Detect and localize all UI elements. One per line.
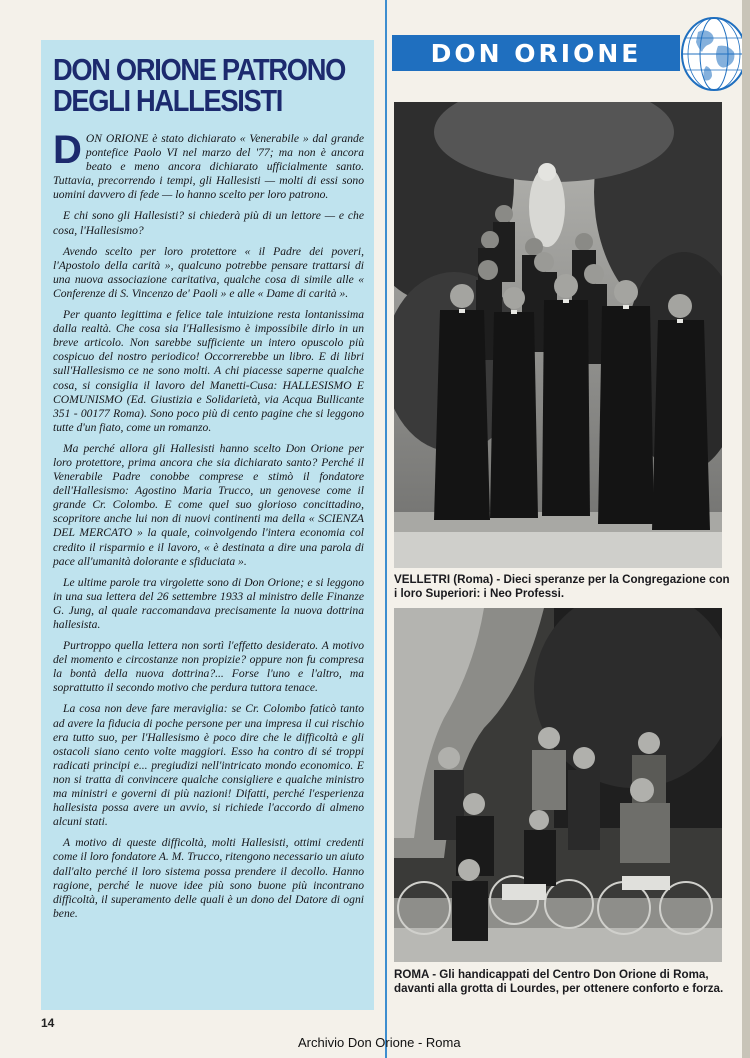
article-paragraph: DON ORIONE è stato dichiarato « Venerabile » dal grande pontefice Paolo VI nel marzo del '77; ma non è ancora beato e meno ancora dichiarato ufficialmente santo. Tuttavia, precorrendo i tempi, gli Hallesisti — molti di essi sono uomini davvero di fede — lo hanno scelto per loro patrono. xyxy=(53,128,364,202)
photo-velletri-group xyxy=(394,102,722,568)
article-paragraph: La cosa non deve fare meraviglia: se Cr. Colombo faticò tanto ad avere la fiducia di poche persone per una impresa il cui rischio era tutto suo, per l'Hallesismo è poco dire che le difficoltà e gli ostacoli siano cento volte maggiori. Esso ha contro di sé troppi radicati principi e... pregiudizi nell'intricato mondo economico. E non si tratta di convincere qualche consigliere e qualche ministro ma ministri e governi di più nazioni! Difatti, perché l'esperienza hallesista possa avere un avvio, si richiede l'accordo di almeno alcuni stati. xyxy=(53,702,364,829)
section-banner xyxy=(392,35,680,71)
page-number: 14 xyxy=(41,1016,55,1030)
archive-watermark: Archivio Don Orione - Roma xyxy=(298,1035,461,1050)
article-paragraph: A motivo di queste difficoltà, molti Hallesisti, ottimi credenti come il loro fondatore A. M. Trucco, ritengono necessario un aiuto dall'alto perché il loro sistema possa prendere il decollo. Hanno ragione, perché le nuove idee più sono buone più incontrano difficoltà, il superamento delle quali è un dono del Datore di ogni bene. xyxy=(53,836,364,920)
article-paragraph: Le ultime parole tra virgolette sono di Don Orione; e si leggono in una sua lettera del 26 settembre 1933 al ministro delle Finanze G. Jung, al quale raccomandava precisamente la nuova dottrina hallesista. xyxy=(53,575,364,631)
article-paragraph: Avendo scelto per loro protettore « il Padre dei poveri, l'Apostolo della carità », qualcuno potrebbe pensare trattarsi di una nuova associazione caritativa, qualche cosa di simile alle « Conferenze di S. Vincenzo de' Paoli » e alle « Dame di carità ». xyxy=(53,244,364,300)
article-paragraph: Per quanto legittima e felice tale intuizione resta lontanissima dalla realtà. Che cosa sia l'Hallesismo è impossibile dirlo in un breve articolo. Non sarebbe sufficiente un intero opuscolo più cospicuo del nostro periodico! Occorrerebbe un libro. E di libri sull'Hallesismo ce ne sono molti. A chi piacesse saperne qualche cosa, si consiglia il lavoro del Manetti-Cusa: HALLESISMO E COMUNISMO (Ed. Giustizia e Solidarietà, via Acqua Bullicante 351 - 00177 Roma). Sono poco più di cento pagine che si leggono tutte d'un fiato, come un romanzo. xyxy=(53,308,364,434)
photo-caption-roma: ROMA - Gli handicappati del Centro Don Orione di Roma, davanti alla grotta di Lourdes, per ottenere conforto e forza. xyxy=(394,968,724,995)
column-divider xyxy=(385,0,387,1058)
banner-title: DON ORIONE xyxy=(430,38,642,68)
photo-roma-grotto xyxy=(394,608,722,962)
article-panel xyxy=(41,40,374,1010)
drop-cap: D xyxy=(53,128,82,172)
page-edge xyxy=(742,0,750,1058)
article-paragraph: Purtroppo quella lettera non sortì l'effetto desiderato. A motivo del momento e circostanze non propizie? oppure non fu compresa la bontà della nuova dottrina?... Forse l'uno e l'altro, ma soprattutto il secondo motivo che perdura tuttora tenace. xyxy=(53,639,364,695)
article-title: DON ORIONE PATRONO DEGLI HALLESISTI xyxy=(53,52,345,118)
photo-caption-velletri: VELLETRI (Roma) - Dieci speranze per la Congregazione con i loro Superiori: i Neo Professi. xyxy=(394,573,730,600)
article-paragraph: E chi sono gli Hallesisti? si chiederà più di un lettore — e che cosa, l'Hallesismo? xyxy=(53,209,364,237)
article-paragraph: Ma perché allora gli Hallesisti hanno scelto Don Orione per loro protettore, prima ancora che sia dichiarato santo? Perché il Venerabile Padre conobbe comprese e stimò il fondatore dell'Hallesismo: Agostino Maria Trucco, un genovese come il grande Cr. Colombo. E come quel suo glorioso concittadino, scopritore anche lui non di nuovi continenti ma della « SCIENZA DEL MERCATO » la quale, coinvolgendo l'intera economia col credito il risparmio e il lavoro, « è destinata a dire una parola di pace all'umanità dolorante e sfiduciata ». xyxy=(53,441,364,568)
article-body xyxy=(53,128,364,921)
globe-logo-icon xyxy=(676,8,748,96)
